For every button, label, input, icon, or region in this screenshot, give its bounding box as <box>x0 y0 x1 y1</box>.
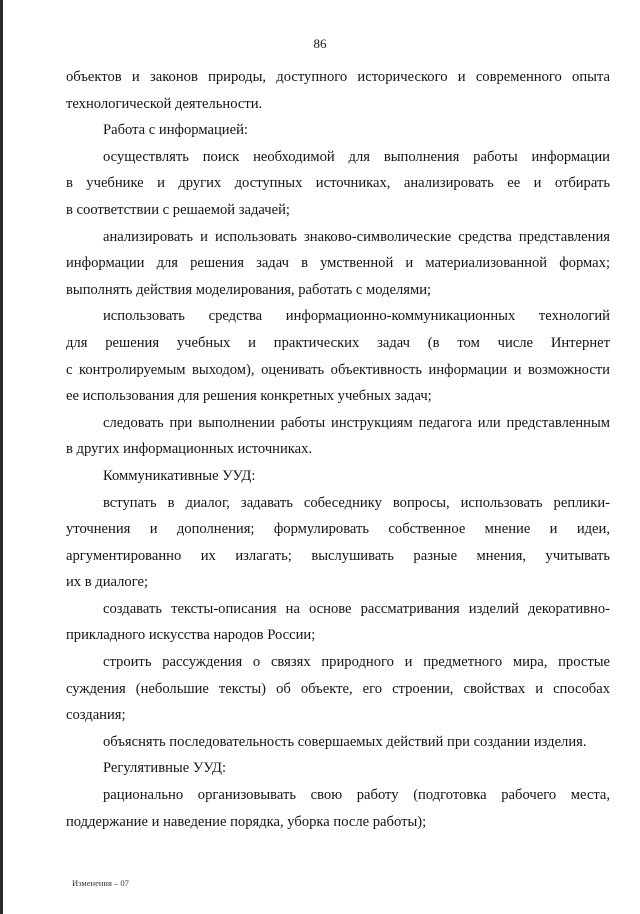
revision-footer: Изменения – 07 <box>72 878 129 888</box>
text-line: в учебнике и других доступных источниках, анализировать ее и отбирать <box>66 175 610 192</box>
text-line: информации для решения задач в умственной и материализованной формах; <box>66 255 610 272</box>
text-line: для решения учебных и практических задач (в том числе Интернет <box>66 334 610 351</box>
text-line: поддержание и наведение порядка, уборка после работы); <box>66 813 427 830</box>
text-line: рационально организовывать свою работу (подготовка рабочего места, <box>103 787 610 804</box>
text-line: в соответствии с решаемой задачей; <box>66 201 290 218</box>
text-line: следовать при выполнении работы инструкциям педагога или представленным <box>103 414 610 431</box>
text-line: объяснять последовательность совершаемых действий при создании изделия. <box>103 733 587 750</box>
text-line: уточнения и дополнения; формулировать собственное мнение и идеи, <box>66 521 610 538</box>
text-line: создавать тексты-описания на основе рассматривания изделий декоративно- <box>103 600 610 617</box>
scan-edge-shadow <box>0 0 3 914</box>
text-line: Коммуникативные УУД: <box>103 467 256 484</box>
text-line: в других информационных источниках. <box>66 441 313 458</box>
text-line: технологической деятельности. <box>66 95 263 112</box>
text-line: анализировать и использовать знаково-символические средства представления <box>103 228 610 245</box>
text-line: Работа с информацией: <box>103 122 248 139</box>
text-line: создания; <box>66 707 126 724</box>
text-line: их в диалоге; <box>66 574 149 591</box>
text-line: ее использования для решения конкретных учебных задач; <box>66 388 432 405</box>
document-body <box>66 64 610 835</box>
text-line: выполнять действия моделирования, работать с моделями; <box>66 281 432 298</box>
text-line: осуществлять поиск необходимой для выполнения работы информации <box>103 148 610 165</box>
page-number: 86 <box>313 36 327 51</box>
text-line: строить рассуждения о связях природного и предметного мира, простые <box>103 654 610 671</box>
text-line: вступать в диалог, задавать собеседнику вопросы, использовать реплики- <box>103 494 610 511</box>
text-line: аргументированно их излагать; выслушивать разные мнения, учитывать <box>66 547 610 564</box>
text-line: объектов и законов природы, доступного исторического и современного опыта <box>66 69 610 85</box>
text-line: использовать средства информационно-коммуникационных технологий <box>103 308 610 325</box>
text-line: прикладного искусства народов России; <box>66 627 316 644</box>
text-line: суждения (небольшие тексты) об объекте, его строении, свойствах и способах <box>66 680 610 697</box>
text-line: Регулятивные УУД: <box>103 760 227 777</box>
text-line: с контролируемым выходом), оценивать объективность информации и возможности <box>66 361 610 378</box>
